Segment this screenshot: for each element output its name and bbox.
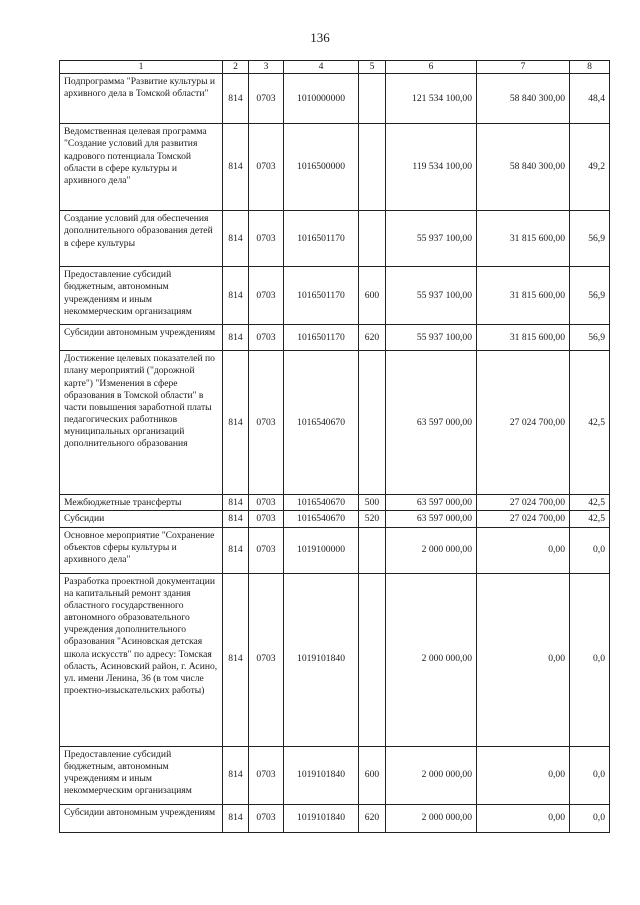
cell-plan-amount: 63 597 000,00 — [386, 351, 477, 495]
cell-percent: 56,9 — [570, 211, 610, 267]
cell-expense-type — [359, 351, 386, 495]
cell-target-code: 1016540670 — [284, 511, 359, 527]
table-row — [60, 211, 610, 267]
cell-expense-type — [359, 527, 386, 573]
cell-target-code: 1016540670 — [284, 351, 359, 495]
cell-percent: 0,0 — [570, 573, 610, 746]
page-number: 136 — [310, 30, 330, 45]
cell-section-code: 0703 — [249, 804, 284, 832]
table-row — [60, 74, 610, 124]
header-cell: 8 — [570, 61, 610, 74]
header-cell: 1 — [60, 61, 223, 74]
header-cell: 5 — [359, 61, 386, 74]
cell-actual-amount: 31 815 600,00 — [477, 211, 570, 267]
cell-plan-amount: 119 534 100,00 — [386, 124, 477, 211]
cell-plan-amount: 55 937 100,00 — [386, 211, 477, 267]
cell-expense-type — [359, 211, 386, 267]
row-name: Предоставление субсидий бюджетным, автономным учреждениям и иным некоммерческим организациям — [60, 267, 223, 325]
cell-percent: 42,5 — [570, 495, 610, 511]
row-name: Предоставление субсидий бюджетным, автономным учреждениям и иным некоммерческим организациям — [60, 746, 223, 804]
cell-plan-amount: 63 597 000,00 — [386, 511, 477, 527]
cell-percent: 42,5 — [570, 511, 610, 527]
cell-actual-amount: 58 840 300,00 — [477, 124, 570, 211]
row-name: Основное мероприятие "Сохранение объектов сферы культуры и архивного дела" — [60, 527, 223, 573]
table-row — [60, 124, 610, 211]
cell-expense-type: 600 — [359, 746, 386, 804]
cell-expense-type: 600 — [359, 267, 386, 325]
cell-expense-type: 620 — [359, 804, 386, 832]
cell-expense-type — [359, 124, 386, 211]
row-name: Подпрограмма "Развитие культуры и архивного дела в Томской области" — [60, 74, 223, 124]
row-name: Создание условий для обеспечения дополнительного образования детей в сфере культуры — [60, 211, 223, 267]
cell-admin-code: 814 — [223, 527, 249, 573]
cell-target-code: 1016501170 — [284, 267, 359, 325]
cell-target-code: 1010000000 — [284, 74, 359, 124]
cell-expense-type: 500 — [359, 495, 386, 511]
cell-admin-code: 814 — [223, 74, 249, 124]
cell-plan-amount: 2 000 000,00 — [386, 804, 477, 832]
row-name: Субсидии — [60, 511, 223, 527]
table-row — [60, 495, 610, 511]
cell-section-code: 0703 — [249, 495, 284, 511]
row-name: Субсидии автономным учреждениям — [60, 325, 223, 351]
cell-actual-amount: 27 024 700,00 — [477, 511, 570, 527]
table-row — [60, 511, 610, 527]
table-row — [60, 804, 610, 832]
cell-percent: 49,2 — [570, 124, 610, 211]
cell-admin-code: 814 — [223, 511, 249, 527]
cell-section-code: 0703 — [249, 124, 284, 211]
cell-section-code: 0703 — [249, 74, 284, 124]
cell-plan-amount: 2 000 000,00 — [386, 746, 477, 804]
row-name: Достижение целевых показателей по плану мероприятий ("дорожной карте") "Изменения в сфере образования в Томской области" в части повышения заработной платы педагогических работников муниципальных организаций дополнительного образования — [60, 351, 223, 495]
cell-section-code: 0703 — [249, 211, 284, 267]
table-row — [60, 267, 610, 325]
header-cell: 2 — [223, 61, 249, 74]
cell-section-code: 0703 — [249, 511, 284, 527]
cell-actual-amount: 31 815 600,00 — [477, 325, 570, 351]
header-cell: 4 — [284, 61, 359, 74]
cell-actual-amount: 0,00 — [477, 804, 570, 832]
cell-target-code: 1016501170 — [284, 211, 359, 267]
cell-admin-code: 814 — [223, 351, 249, 495]
cell-section-code: 0703 — [249, 746, 284, 804]
cell-target-code: 1019101840 — [284, 746, 359, 804]
cell-plan-amount: 121 534 100,00 — [386, 74, 477, 124]
cell-target-code: 1019100000 — [284, 527, 359, 573]
cell-percent: 0,0 — [570, 746, 610, 804]
cell-percent: 56,9 — [570, 325, 610, 351]
cell-section-code: 0703 — [249, 325, 284, 351]
cell-admin-code: 814 — [223, 124, 249, 211]
cell-admin-code: 814 — [223, 573, 249, 746]
row-name: Ведомственная целевая программа "Создание условий для развития кадрового потенциала Томской области в сфере культуры и архивного дела" — [60, 124, 223, 211]
cell-percent: 0,0 — [570, 804, 610, 832]
cell-percent: 56,9 — [570, 267, 610, 325]
cell-percent: 0,0 — [570, 527, 610, 573]
table-row — [60, 746, 610, 804]
table-row — [60, 325, 610, 351]
cell-admin-code: 814 — [223, 804, 249, 832]
cell-target-code: 1019101840 — [284, 804, 359, 832]
cell-section-code: 0703 — [249, 573, 284, 746]
cell-plan-amount: 55 937 100,00 — [386, 267, 477, 325]
cell-admin-code: 814 — [223, 495, 249, 511]
cell-expense-type — [359, 74, 386, 124]
table-row — [60, 527, 610, 573]
cell-actual-amount: 31 815 600,00 — [477, 267, 570, 325]
cell-actual-amount: 0,00 — [477, 746, 570, 804]
cell-section-code: 0703 — [249, 351, 284, 495]
cell-target-code: 1019101840 — [284, 573, 359, 746]
table-row — [60, 351, 610, 495]
cell-expense-type: 620 — [359, 325, 386, 351]
header-row — [60, 61, 610, 74]
cell-actual-amount: 27 024 700,00 — [477, 495, 570, 511]
cell-actual-amount: 58 840 300,00 — [477, 74, 570, 124]
header-cell: 3 — [249, 61, 284, 74]
cell-section-code: 0703 — [249, 267, 284, 325]
cell-admin-code: 814 — [223, 211, 249, 267]
cell-plan-amount: 63 597 000,00 — [386, 495, 477, 511]
header-cell: 7 — [477, 61, 570, 74]
cell-actual-amount: 0,00 — [477, 573, 570, 746]
cell-target-code: 1016540670 — [284, 495, 359, 511]
header-cell: 6 — [386, 61, 477, 74]
budget-table — [59, 60, 610, 833]
cell-expense-type: 520 — [359, 511, 386, 527]
row-name: Разработка проектной документации на капитальный ремонт здания областного государственного автономного образовательного учреждения дополнительного образования "Асиновская детская школа искусств" по адресу: Томская область, Асиновский район, г. Асино, ул. имени Ленина, 36 (в том числе проектно-изыскательских работы) — [60, 573, 223, 746]
cell-actual-amount: 27 024 700,00 — [477, 351, 570, 495]
cell-plan-amount: 2 000 000,00 — [386, 527, 477, 573]
cell-admin-code: 814 — [223, 746, 249, 804]
cell-admin-code: 814 — [223, 267, 249, 325]
cell-section-code: 0703 — [249, 527, 284, 573]
cell-admin-code: 814 — [223, 325, 249, 351]
cell-actual-amount: 0,00 — [477, 527, 570, 573]
cell-target-code: 1016501170 — [284, 325, 359, 351]
cell-percent: 48,4 — [570, 74, 610, 124]
cell-target-code: 1016500000 — [284, 124, 359, 211]
cell-expense-type — [359, 573, 386, 746]
cell-percent: 42,5 — [570, 351, 610, 495]
cell-plan-amount: 55 937 100,00 — [386, 325, 477, 351]
cell-plan-amount: 2 000 000,00 — [386, 573, 477, 746]
row-name: Межбюджетные трансферты — [60, 495, 223, 511]
table-row — [60, 573, 610, 746]
row-name: Субсидии автономным учреждениям — [60, 804, 223, 832]
